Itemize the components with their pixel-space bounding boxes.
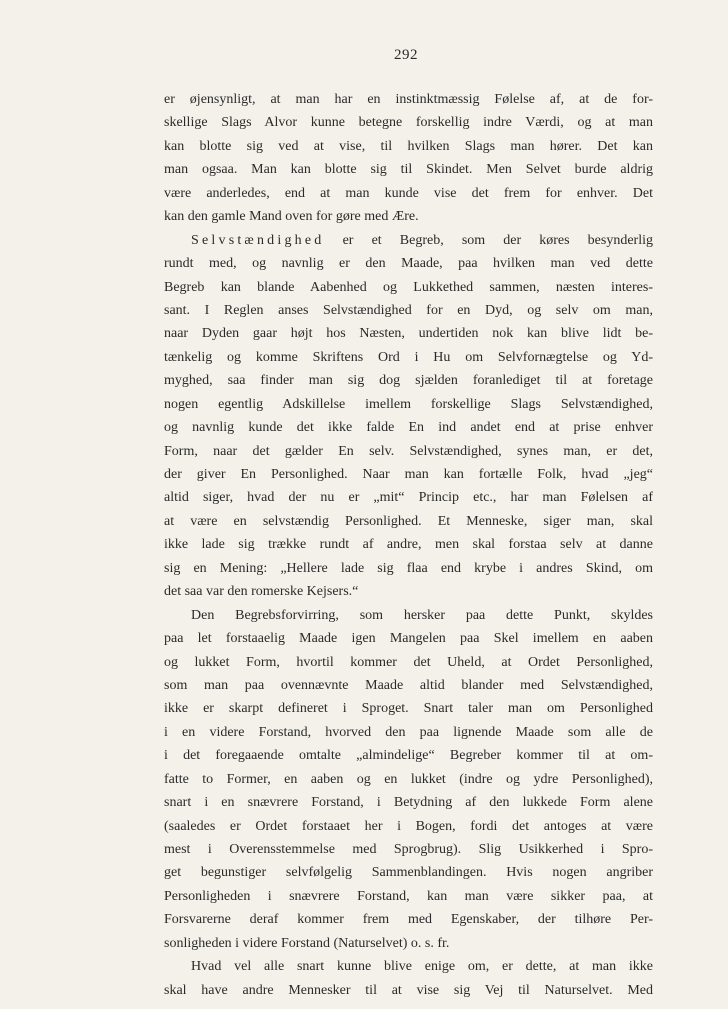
- text-line: altid siger, hvad der nu er „mit“ Princip etc., har man Følelsen af: [164, 490, 653, 506]
- text-line: kan den gamle Mand oven for gøre med Ære.: [164, 209, 419, 225]
- line-remainder: er et Begreb, som der køres besynderlig: [324, 232, 653, 248]
- text-line: sonligheden i videre Forstand (Naturselvet) o. s. fr.: [164, 935, 450, 951]
- text-line: Personligheden i snævrere Forstand, kan man være sikker paa, at: [164, 888, 653, 904]
- text-line: myghed, saa finder man sig dog sjælden foranlediget til at foretage: [164, 373, 653, 389]
- text-line: skellige Slags Alvor kunne betegne forskellig indre Værdi, og at man: [164, 115, 653, 131]
- text-line: Den Begrebsforvirring, som hersker paa dette Punkt, skyldes: [191, 607, 653, 623]
- text-line: get begunstiger selvfølgelig Sammenblandingen. Hvis nogen angriber: [164, 865, 653, 881]
- text-line: rundt med, og navnlig er den Maade, paa hvilken man ved dette: [164, 256, 653, 272]
- text-line: Hvad vel alle snart kunne blive enige om, er dette, at man ikke: [191, 959, 653, 975]
- text-line: tænkelig og komme Skriftens Ord i Hu om Selvfornægtelse og Yd-: [164, 349, 653, 365]
- text-line: kan blotte sig ved at vise, til hvilken Slags man hører. Det kan: [164, 138, 653, 154]
- text-line: paa let forstaaelig Maade igen Mangelen paa Skel imellem en aaben: [164, 631, 653, 647]
- text-line: være anderledes, end at man kunde vise det frem for enhver. Det: [164, 185, 653, 201]
- text-line: at være en selvstændig Personlighed. Et Menneske, siger man, skal: [164, 513, 653, 529]
- text-line: det saa var den romerske Kejsers.“: [164, 584, 359, 600]
- text-line: fatte to Former, en aaben og en lukket (indre og ydre Personlighed),: [164, 771, 653, 787]
- text-line: ikke lade sig trække rundt af andre, men skal forstaa selv at danne: [164, 537, 653, 553]
- text-line: som man paa ovennævnte Maade altid blander med Selvstændighed,: [164, 677, 653, 693]
- text-line: Form, naar det gælder En selv. Selvstændighed, synes man, er det,: [164, 443, 653, 459]
- text-line: i det foregaaende omtalte „almindelige“ Begreber kommer til at om-: [164, 748, 653, 764]
- text-line: er øjensynligt, at man har en instinktmæssig Følelse af, at de for-: [164, 92, 653, 107]
- text-line: der giver En Personlighed. Naar man kan fortælle Folk, hvad „jeg“: [164, 467, 653, 482]
- text-line: sant. I Reglen anses Selvstændighed for en Dyd, og selv om man,: [164, 302, 653, 318]
- emphasized-term: Selvstændighed: [191, 232, 325, 248]
- text-line: naar Dyden gaar højt hos Næsten, undertiden nok kan blive lidt be-: [164, 326, 653, 342]
- text-line: ikke er skarpt defineret i Sproget. Snart taler man om Personlighed: [164, 701, 653, 717]
- page-number: 292: [394, 47, 418, 63]
- text-line: sig en Mening: „Hellere lade sig flaa end krybe i andres Skind, om: [164, 560, 653, 576]
- text-line: [164, 229, 653, 252]
- text-line: i en videre Forstand, hvorved den paa lignende Maade som alle de: [164, 724, 653, 740]
- text-line: skal have andre Mennesker til at vise sig Vej til Naturselvet. Med: [164, 982, 653, 998]
- text-line: og lukket Form, hvortil kommer det Uheld, at Ordet Personlighed,: [164, 654, 653, 670]
- text-line: nogen egentlig Adskillelse imellem forskellige Slags Selvstændighed,: [164, 396, 653, 412]
- text-line: Begreb kan blande Aabenhed og Lukkethed sammen, næsten interes-: [164, 279, 653, 295]
- text-line: (saaledes er Ordet forstaaet her i Bogen, fordi det antoges at være: [164, 818, 653, 834]
- body-text: [164, 88, 653, 1002]
- text-line: mest i Overensstemmelse med Sprogbrug). Slig Usikkerhed i Spro-: [164, 842, 653, 857]
- text-line: man ogsaa. Man kan blotte sig til Skindet. Men Selvet burde aldrig: [164, 162, 653, 178]
- text-line: og navnlig kunde det ikke falde En ind andet end at prise enhver: [164, 420, 653, 436]
- text-line: Forsvarerne deraf kommer frem med Egenskaber, der tilhøre Per-: [164, 912, 653, 928]
- text-line: snart i en snævrere Forstand, i Betydning af den lukkede Form alene: [164, 795, 653, 811]
